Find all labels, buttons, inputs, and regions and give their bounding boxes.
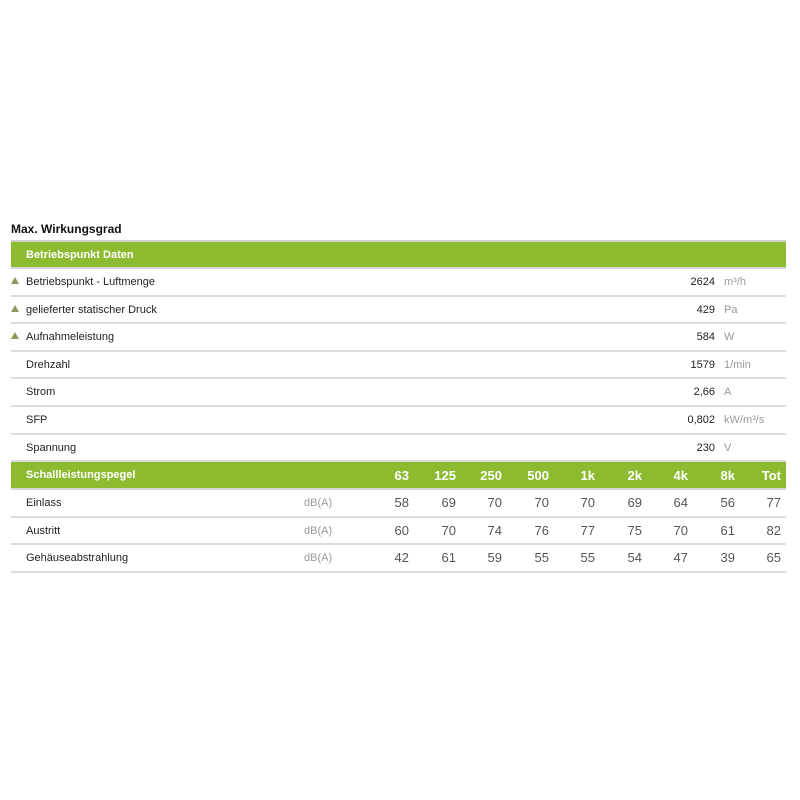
table-cell: 70 — [441, 522, 456, 538]
table-cell: 55 — [534, 550, 549, 566]
performance-panel — [11, 222, 786, 573]
table-row — [11, 352, 786, 380]
row-unit: A — [724, 386, 732, 399]
table-row — [11, 490, 786, 518]
table-cell: 42 — [394, 550, 409, 566]
column-header: 4k — [673, 468, 688, 484]
row-value: 2624 — [690, 276, 715, 288]
table-row — [11, 407, 786, 435]
table-cell: 75 — [627, 522, 642, 538]
row-label: Drehzahl — [26, 358, 71, 371]
table-cell: 47 — [673, 550, 688, 566]
column-header: 8k — [720, 468, 735, 484]
table-row — [11, 518, 786, 546]
table-cell: 77 — [580, 522, 595, 538]
row-label: gelieferter statischer Druck — [26, 303, 157, 316]
section-title: Max. Wirkungsgrad — [11, 222, 786, 242]
table-cell: 69 — [441, 495, 456, 511]
row-label: Strom — [26, 386, 56, 399]
row-value: 0,802 — [687, 413, 715, 426]
row-unit: dB(A) — [304, 497, 333, 510]
row-unit: V — [724, 441, 732, 454]
table-cell: 70 — [673, 522, 688, 538]
sound-power-header — [11, 462, 786, 490]
row-label: Aufnahmeleistung — [26, 331, 115, 344]
triangle-marker-icon — [11, 305, 19, 312]
table-cell: 82 — [766, 522, 781, 538]
column-header: 250 — [480, 468, 502, 484]
table-cell: 70 — [580, 495, 595, 511]
row-unit: dB(A) — [304, 524, 333, 537]
table-cell: 70 — [534, 495, 549, 511]
column-header: 63 — [394, 468, 409, 484]
table-row — [11, 269, 786, 297]
table-cell: 74 — [487, 522, 502, 538]
row-value: 230 — [696, 441, 715, 454]
table-cell: 65 — [766, 550, 781, 566]
table-row — [11, 435, 786, 463]
row-unit: kW/m³/s — [724, 413, 765, 426]
table-cell: 76 — [534, 522, 549, 538]
table-cell: 54 — [627, 550, 642, 566]
table-cell: 58 — [394, 495, 409, 511]
sound-power-title: Schallleistungspegel — [26, 469, 136, 482]
row-unit: 1/min — [724, 358, 751, 371]
row-label: Betriebspunkt - Luftmenge — [26, 276, 156, 288]
table-row — [11, 324, 786, 352]
row-unit: m³/h — [724, 276, 746, 288]
row-label: Spannung — [26, 441, 77, 454]
table-cell: 77 — [766, 495, 781, 511]
operating-point-table — [11, 269, 786, 462]
table-row — [11, 297, 786, 325]
row-value: 1579 — [690, 358, 715, 371]
triangle-marker-icon — [11, 332, 19, 339]
table-row — [11, 379, 786, 407]
row-label: SFP — [26, 413, 48, 426]
operating-point-header: Betriebspunkt Daten — [11, 242, 786, 269]
column-header: Tot — [761, 468, 781, 484]
table-cell: 39 — [720, 550, 735, 566]
row-label: Einlass — [26, 497, 62, 510]
column-header: 500 — [527, 468, 549, 484]
table-cell: 61 — [441, 550, 456, 566]
column-header: 125 — [434, 468, 456, 484]
column-header: 1k — [580, 468, 595, 484]
row-label: Austritt — [26, 524, 61, 537]
table-cell: 70 — [487, 495, 502, 511]
row-value: 584 — [696, 331, 715, 344]
table-cell: 60 — [394, 522, 409, 538]
table-cell: 55 — [580, 550, 595, 566]
triangle-marker-icon — [11, 277, 19, 284]
row-value: 2,66 — [693, 386, 715, 399]
row-label: Gehäuseabstrahlung — [26, 552, 129, 565]
row-value: 429 — [696, 303, 715, 316]
table-cell: 64 — [673, 495, 688, 511]
row-unit: Pa — [724, 303, 738, 316]
table-cell: 56 — [720, 495, 735, 511]
sound-power-table — [11, 490, 786, 573]
table-cell: 61 — [720, 522, 735, 538]
table-row — [11, 545, 786, 573]
table-cell: 69 — [627, 495, 642, 511]
table-cell: 59 — [487, 550, 502, 566]
row-unit: dB(A) — [304, 552, 333, 565]
column-header: 2k — [627, 468, 642, 484]
row-unit: W — [724, 331, 735, 344]
